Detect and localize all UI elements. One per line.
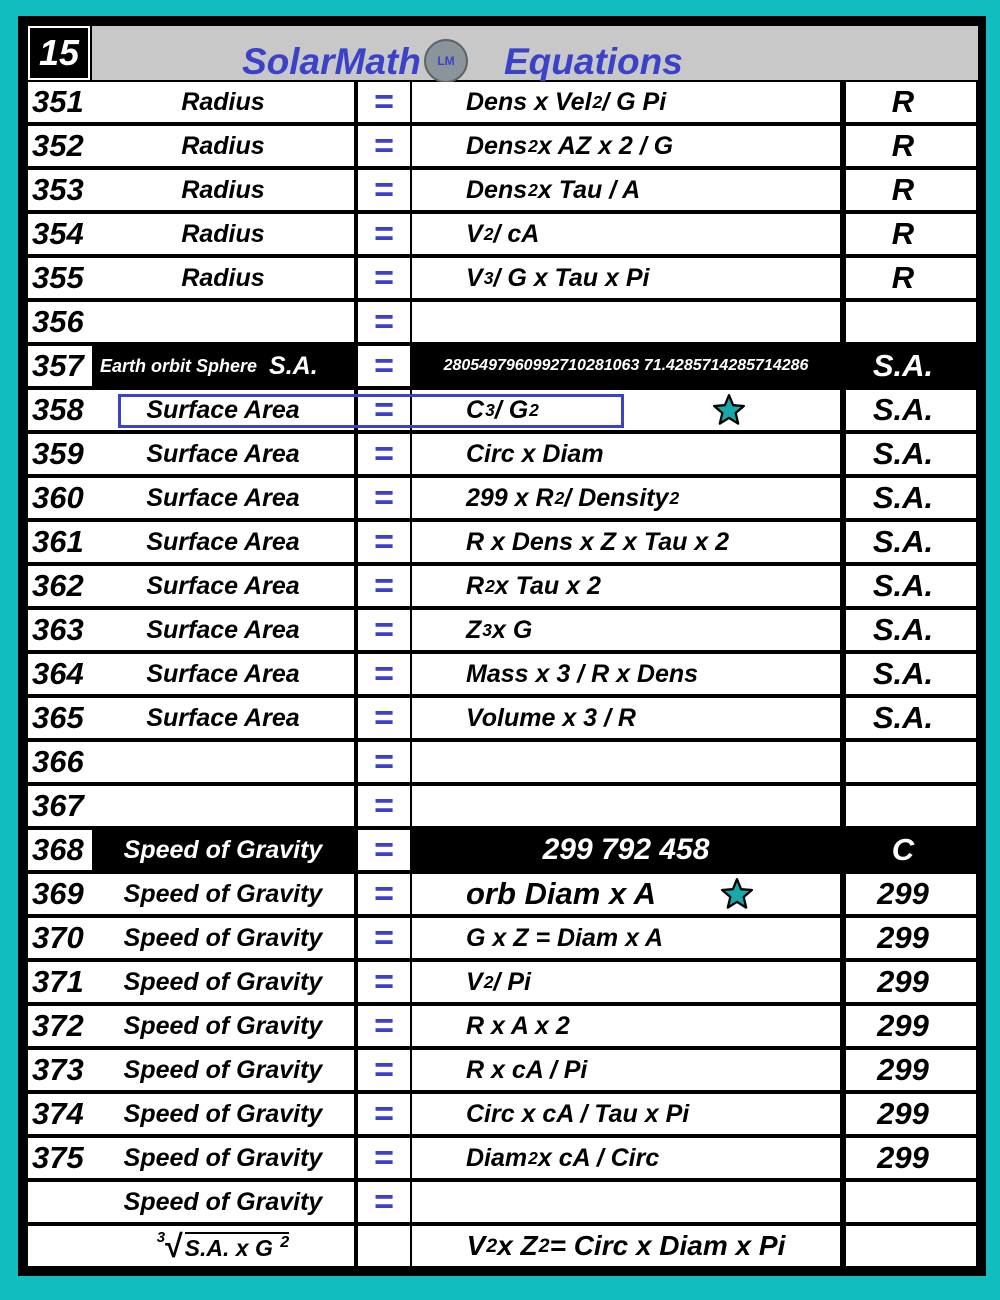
row-label: Surface Area bbox=[92, 434, 354, 474]
equals-sign: = bbox=[358, 874, 410, 914]
formula-text: / G bbox=[494, 395, 529, 424]
row-result bbox=[846, 302, 976, 342]
row-number: 370 bbox=[28, 918, 98, 958]
row-formula: Dens 2 x Tau / A bbox=[412, 170, 840, 210]
row-number: 358 bbox=[28, 390, 98, 430]
constant-value: 299 792 458 bbox=[542, 833, 710, 866]
equals-sign: = bbox=[358, 830, 410, 870]
row-number: 373 bbox=[28, 1050, 98, 1090]
row-number: 365 bbox=[28, 698, 98, 738]
formula-text: R x A x 2 bbox=[466, 1011, 570, 1040]
formula-text: x cA / Circ bbox=[537, 1143, 660, 1172]
footer-root bbox=[92, 1226, 354, 1266]
constant-value: 2805497960992710281063 71.4285714285714286 bbox=[443, 357, 809, 374]
row-label: Radius bbox=[92, 82, 354, 122]
root-expression bbox=[185, 1232, 290, 1262]
row-label: Radius bbox=[92, 258, 354, 298]
row-number: 354 bbox=[28, 214, 98, 254]
row-result: R bbox=[846, 82, 976, 122]
row-label: Surface Area bbox=[92, 610, 354, 650]
equals-sign: = bbox=[358, 786, 410, 826]
equals-sign: = bbox=[358, 698, 410, 738]
star-icon bbox=[720, 877, 754, 911]
row-label: Speed of Gravity bbox=[92, 874, 354, 914]
formula-text: Z bbox=[466, 615, 482, 644]
equals-sign: = bbox=[358, 1094, 410, 1134]
formula-text: Volume x 3 / R bbox=[466, 703, 636, 732]
row-label-suffix: S.A. bbox=[269, 351, 318, 380]
row-label: Speed of Gravity bbox=[92, 1050, 354, 1090]
row-formula bbox=[412, 346, 840, 386]
star-icon bbox=[712, 393, 746, 427]
equals-sign: = bbox=[358, 170, 410, 210]
equals-sign: = bbox=[358, 610, 410, 650]
row-label: Surface Area bbox=[92, 390, 354, 430]
row-formula: Diam 2 x cA / Circ bbox=[412, 1138, 840, 1178]
row-number: 367 bbox=[28, 786, 98, 826]
row-number: 356 bbox=[28, 302, 98, 342]
row-result: S.A. bbox=[846, 390, 976, 430]
formula-text: R x Dens x Z x Tau x 2 bbox=[466, 527, 730, 556]
row-formula bbox=[412, 918, 840, 958]
equals-sign: = bbox=[358, 1138, 410, 1178]
row-formula: Dens 2 x AZ x 2 / G bbox=[412, 126, 840, 166]
equals-sign: = bbox=[358, 1050, 410, 1090]
row-number bbox=[28, 1182, 98, 1222]
radical-sign: √ bbox=[165, 1228, 183, 1264]
row-formula bbox=[412, 434, 840, 474]
row-result bbox=[846, 786, 976, 826]
formula-text: R bbox=[466, 571, 485, 600]
row-number: 360 bbox=[28, 478, 98, 518]
cube-root bbox=[157, 1230, 289, 1262]
row-label: Surface Area bbox=[92, 478, 354, 518]
row-result: 299 bbox=[846, 962, 976, 1002]
formula-text: Circ x cA / Tau x Pi bbox=[466, 1099, 690, 1128]
formula-text: x G bbox=[492, 615, 533, 644]
row-formula bbox=[412, 698, 840, 738]
title-left: SolarMath bbox=[242, 41, 421, 82]
row-number: 363 bbox=[28, 610, 98, 650]
row-result: 299 bbox=[846, 1006, 976, 1046]
row-result: S.A. bbox=[846, 654, 976, 694]
equals-sign: = bbox=[358, 654, 410, 694]
row-label: Radius bbox=[92, 170, 354, 210]
row-number: 353 bbox=[28, 170, 98, 210]
footer-result bbox=[846, 1226, 976, 1266]
formula-text: Dens bbox=[466, 131, 528, 160]
formula-text: x Tau x 2 bbox=[494, 571, 601, 600]
row-number: 364 bbox=[28, 654, 98, 694]
row-number: 372 bbox=[28, 1006, 98, 1046]
formula-text: G x Z = Diam x A bbox=[466, 923, 664, 952]
row-number: 361 bbox=[28, 522, 98, 562]
row-label: Speed of Gravity bbox=[92, 918, 354, 958]
equals-sign: = bbox=[358, 434, 410, 474]
row-formula bbox=[412, 786, 840, 826]
formula-text: x Tau / A bbox=[537, 175, 641, 204]
row-label: Surface Area bbox=[92, 522, 354, 562]
row-formula: R 2 x Tau x 2 bbox=[412, 566, 840, 606]
row-result: S.A. bbox=[846, 698, 976, 738]
row-result: S.A. bbox=[846, 522, 976, 562]
row-label bbox=[92, 302, 354, 342]
formula-text: 299 x R bbox=[466, 483, 554, 512]
formula-text: V bbox=[466, 263, 483, 292]
row-result: S.A. bbox=[846, 610, 976, 650]
row-label bbox=[92, 346, 354, 386]
formula-text: Circ x Diam bbox=[466, 439, 604, 468]
formula-text: / Density bbox=[564, 483, 669, 512]
row-label: Surface Area bbox=[92, 698, 354, 738]
equals-sign: = bbox=[358, 1006, 410, 1046]
row-formula: Z 3 x G bbox=[412, 610, 840, 650]
row-number: 369 bbox=[28, 874, 98, 914]
row-label-text: Earth orbit Sphere bbox=[100, 355, 258, 376]
row-result: S.A. bbox=[846, 434, 976, 474]
row-label: Speed of Gravity bbox=[92, 1182, 354, 1222]
row-number: 362 bbox=[28, 566, 98, 606]
page-number: 15 bbox=[28, 26, 90, 80]
row-label: Surface Area bbox=[92, 566, 354, 606]
row-number: 355 bbox=[28, 258, 98, 298]
formula-text: / G x Tau x Pi bbox=[493, 263, 650, 292]
row-result: 299 bbox=[846, 918, 976, 958]
equals-sign: = bbox=[358, 478, 410, 518]
row-formula bbox=[412, 830, 840, 870]
row-result: S.A. bbox=[846, 478, 976, 518]
formula-text: / G Pi bbox=[602, 87, 667, 116]
row-formula: V 3 / G x Tau x Pi bbox=[412, 258, 840, 298]
row-formula bbox=[412, 874, 840, 914]
equals-sign: = bbox=[358, 82, 410, 122]
row-formula: C 3 / G 2 bbox=[412, 390, 840, 430]
formula-text: V bbox=[466, 1230, 486, 1261]
row-label: Speed of Gravity bbox=[92, 1094, 354, 1134]
equals-sign: = bbox=[358, 742, 410, 782]
formula-text: = Circ x Diam x Pi bbox=[549, 1230, 786, 1261]
row-formula bbox=[412, 1050, 840, 1090]
formula-text: Diam bbox=[466, 1143, 528, 1172]
row-formula: V 2 / Pi bbox=[412, 962, 840, 1002]
row-formula bbox=[412, 1006, 840, 1046]
row-formula bbox=[412, 1182, 840, 1222]
footer-formula: V 2 x Z 2 = Circ x Diam x Pi bbox=[412, 1226, 840, 1266]
equals-sign: = bbox=[358, 918, 410, 958]
formula-text: x Z bbox=[497, 1230, 538, 1261]
formula-text: / cA bbox=[493, 219, 540, 248]
equals-sign: = bbox=[358, 126, 410, 166]
row-formula: 299 x R 2 / Density 2 bbox=[412, 478, 840, 518]
row-formula bbox=[412, 742, 840, 782]
logo-icon: LM bbox=[424, 39, 468, 83]
formula-text: / Pi bbox=[493, 967, 531, 996]
row-result: S.A. bbox=[846, 346, 976, 386]
row-result: 299 bbox=[846, 1138, 976, 1178]
row-formula: Dens x Vel 2 / G Pi bbox=[412, 82, 840, 122]
formula-text: R x cA / Pi bbox=[466, 1055, 588, 1084]
row-number: 352 bbox=[28, 126, 98, 166]
row-number: 359 bbox=[28, 434, 98, 474]
row-label bbox=[92, 742, 354, 782]
row-number: 357 bbox=[28, 346, 98, 386]
row-formula bbox=[412, 302, 840, 342]
equals-sign: = bbox=[358, 302, 410, 342]
row-label: Speed of Gravity bbox=[92, 1006, 354, 1046]
formula-text: x AZ x 2 / G bbox=[537, 131, 674, 160]
row-result: 299 bbox=[846, 874, 976, 914]
equals-sign: = bbox=[358, 346, 410, 386]
footer-eq-blank bbox=[358, 1226, 410, 1266]
row-result: S.A. bbox=[846, 566, 976, 606]
formula-text: V bbox=[466, 219, 483, 248]
formula-text: V bbox=[466, 967, 483, 996]
equals-sign: = bbox=[358, 962, 410, 1002]
formula-text: Mass x 3 / R x Dens bbox=[466, 659, 699, 688]
row-formula bbox=[412, 1094, 840, 1134]
row-number: 374 bbox=[28, 1094, 98, 1134]
row-result: R bbox=[846, 126, 976, 166]
row-label: Surface Area bbox=[92, 654, 354, 694]
equals-sign: = bbox=[358, 258, 410, 298]
row-label: Speed of Gravity bbox=[92, 1138, 354, 1178]
equals-sign: = bbox=[358, 390, 410, 430]
formula-text: orb Diam x A bbox=[466, 876, 657, 911]
row-label: Radius bbox=[92, 126, 354, 166]
row-number: 366 bbox=[28, 742, 98, 782]
title-right: Equations bbox=[504, 41, 683, 82]
row-result: 299 bbox=[846, 1094, 976, 1134]
equals-sign: = bbox=[358, 1182, 410, 1222]
row-result: R bbox=[846, 258, 976, 298]
row-number: 351 bbox=[28, 82, 98, 122]
formula-exponent: 2 bbox=[280, 1233, 290, 1252]
row-result: 299 bbox=[846, 1050, 976, 1090]
footer-num bbox=[28, 1226, 98, 1266]
row-result: R bbox=[846, 214, 976, 254]
formula-text: Dens x Vel bbox=[466, 87, 592, 116]
equals-sign: = bbox=[358, 566, 410, 606]
row-result: R bbox=[846, 170, 976, 210]
row-result: C bbox=[846, 830, 976, 870]
row-number: 375 bbox=[28, 1138, 98, 1178]
root-index: 3 bbox=[156, 1229, 166, 1246]
row-formula: V 2 / cA bbox=[412, 214, 840, 254]
row-formula bbox=[412, 522, 840, 562]
equation-sheet bbox=[18, 16, 986, 1276]
row-label bbox=[92, 786, 354, 826]
row-number: 368 bbox=[28, 830, 98, 870]
row-label: Radius bbox=[92, 214, 354, 254]
title-bar bbox=[92, 26, 978, 80]
equals-sign: = bbox=[358, 522, 410, 562]
row-label: Speed of Gravity bbox=[92, 962, 354, 1002]
formula-text: C bbox=[466, 395, 485, 424]
row-result bbox=[846, 742, 976, 782]
formula-text: S.A. x G bbox=[184, 1235, 280, 1261]
row-number: 371 bbox=[28, 962, 98, 1002]
row-formula bbox=[412, 654, 840, 694]
row-label: Speed of Gravity bbox=[92, 830, 354, 870]
equals-sign: = bbox=[358, 214, 410, 254]
row-result bbox=[846, 1182, 976, 1222]
formula-text: Dens bbox=[466, 175, 528, 204]
